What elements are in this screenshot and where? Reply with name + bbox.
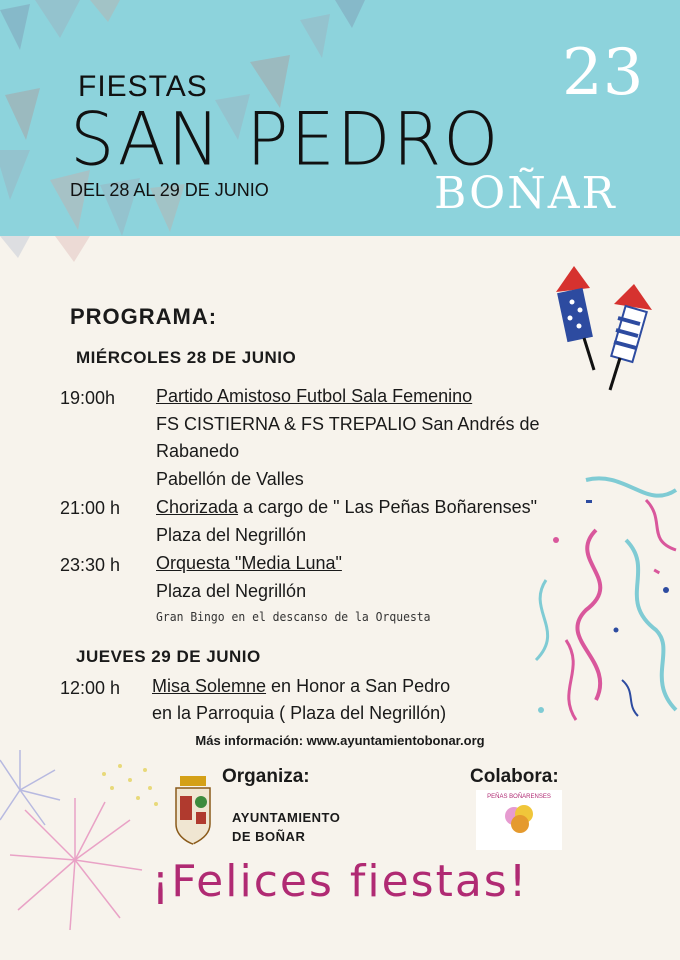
event-title-rest: en Honor a San Pedro — [266, 676, 451, 696]
event-title-line — [152, 676, 450, 697]
event-location: en la Parroquia ( Plaza del Negrillón) — [152, 703, 447, 723]
event-location: Pabellón de Valles — [156, 469, 304, 489]
coat-of-arms-icon — [172, 776, 214, 846]
event-location: Plaza del Negrillón — [156, 581, 307, 601]
rockets-icon — [552, 266, 662, 396]
confetti-streamers-decoration — [526, 470, 680, 740]
event-title: Chorizada — [156, 497, 239, 517]
partner-logo-mark-icon — [500, 800, 540, 840]
partner-logo-text: PEÑAS BOÑARENSES — [487, 794, 551, 800]
event-title-rest: a cargo de " Las Peñas Boñarenses" — [238, 497, 538, 517]
event-note: Gran Bingo en el descanso de la Orquesta — [156, 610, 431, 624]
organizer-name — [232, 808, 340, 846]
event-time: 12:00 h — [60, 678, 121, 698]
pennant-decoration — [0, 236, 120, 266]
event-detail: Rabanedo — [156, 441, 240, 461]
event-detail: FS CISTIERNA & FS TREPALIO San Andrés de — [156, 414, 540, 434]
town-name: BOÑAR — [434, 168, 617, 219]
header-banner — [0, 0, 680, 236]
day-heading-thursday: JUEVES 29 DE JUNIO — [76, 647, 261, 666]
colabora-label: Colabora: — [470, 766, 559, 787]
day-heading-wednesday: MIÉRCOLES 28 DE JUNIO — [76, 348, 297, 367]
event-title: Misa Solemne — [152, 676, 267, 696]
event-location: Plaza del Negrillón — [156, 525, 307, 545]
more-info-text: Más información: www.ayuntamientobonar.org — [195, 733, 485, 748]
fiestas-label: FIESTAS — [78, 70, 208, 103]
organizer-name-line1: AYUNTAMIENTO — [232, 810, 341, 825]
organizer-name-line2: DE BOÑAR — [232, 829, 306, 844]
event-time: 19:00h — [60, 388, 116, 408]
year-number: 23 — [562, 36, 644, 110]
event-title: Partido Amistoso Futbol Sala Femenino — [156, 386, 473, 406]
event-title: SAN PEDRO — [70, 96, 501, 183]
greeting-text: ¡Felices fiestas! — [151, 856, 529, 907]
fireworks-decoration — [0, 740, 180, 940]
event-title-line — [156, 497, 537, 518]
organiza-label: Organiza: — [222, 766, 310, 787]
event-time: 21:00 h — [60, 498, 121, 518]
programa-heading: PROGRAMA: — [70, 304, 218, 329]
event-title: Orquesta "Media Luna" — [156, 553, 342, 573]
event-time: 23:30 h — [60, 555, 121, 575]
dates-label: DEL 28 AL 29 DE JUNIO — [70, 180, 269, 200]
